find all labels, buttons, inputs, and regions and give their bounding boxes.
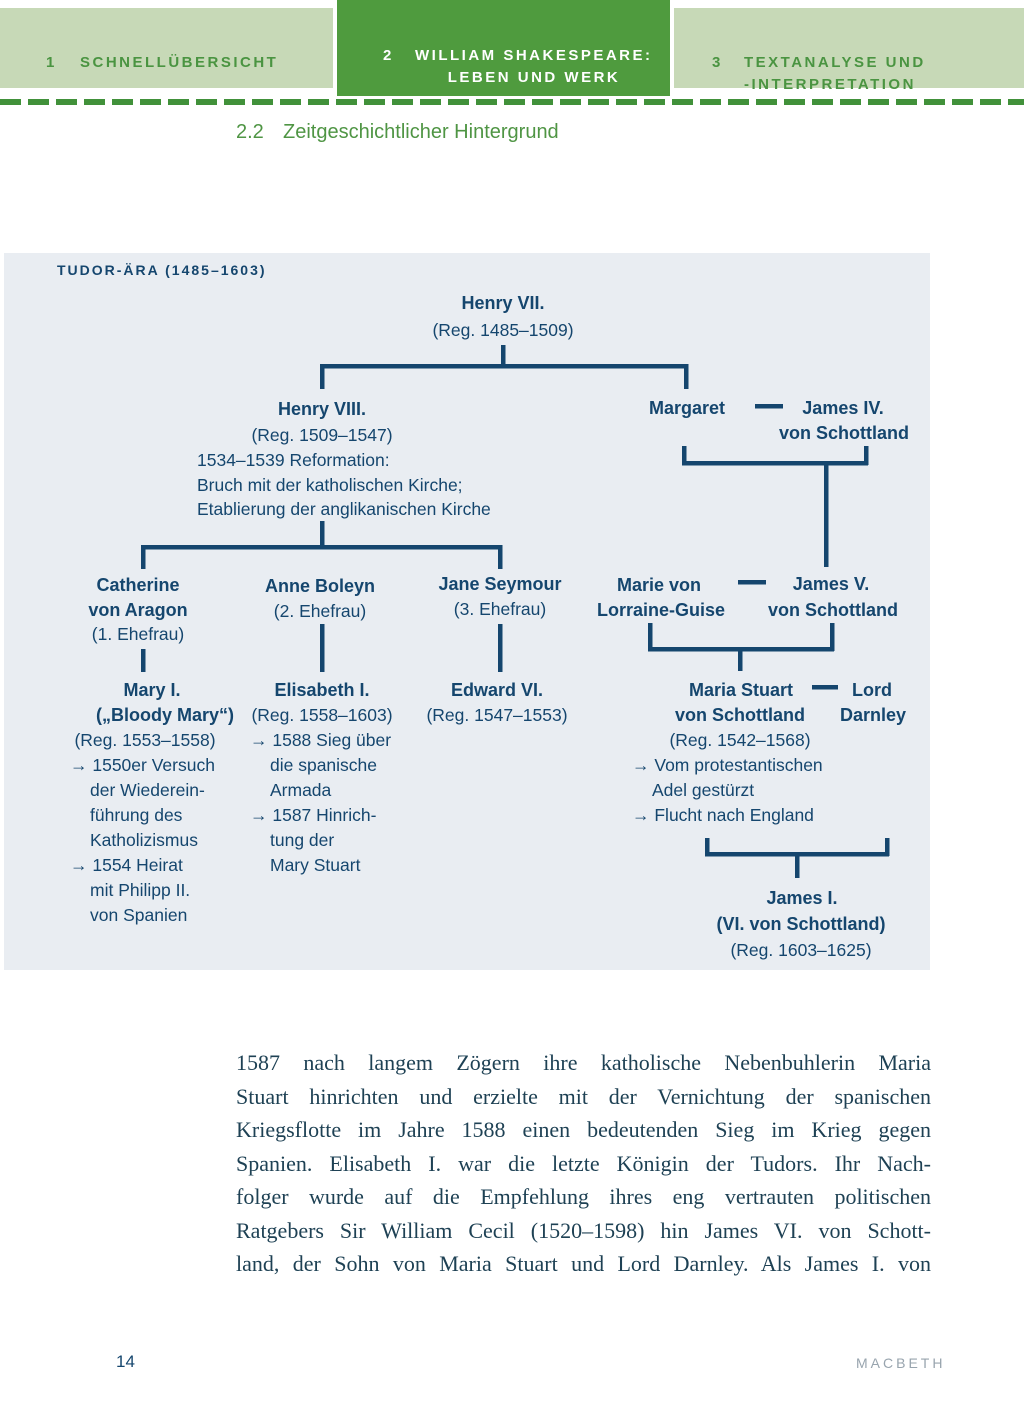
node-mary1-bullet: mit Philipp II.: [90, 880, 191, 900]
node-mary1-bullet: führung des: [90, 805, 183, 825]
node-james4-name2: von Schottland: [779, 423, 909, 443]
node-henry8-note: Etablierung der anglikanischen Kirche: [197, 499, 491, 519]
tab-label-line2: LEBEN UND WERK: [447, 69, 621, 86]
node-henry7-reg: (Reg. 1485–1509): [432, 320, 574, 340]
tab-label-line1: TEXTANALYSE UND: [744, 54, 926, 71]
page-number: 14: [116, 1352, 135, 1371]
node-james1-reg: (Reg. 1603–1625): [730, 940, 872, 960]
node-elisabeth1-bullet: Armada: [270, 780, 332, 800]
node-catherine-name: Catherine: [96, 575, 180, 595]
node-jane-name: Jane Seymour: [438, 574, 562, 594]
node-elisabeth1-reg: (Reg. 1558–1603): [251, 705, 393, 725]
node-elisabeth1-bullet: die spanische: [270, 755, 378, 775]
node-henry8-reg: (Reg. 1509–1547): [251, 425, 393, 445]
node-mary1-name: Mary I.: [123, 680, 181, 700]
node-marie-name: Marie von: [616, 575, 702, 595]
body-line: Spanien. Elisabeth I. war die letzte Königin der Tudors. Ihr Nach-: [236, 1150, 931, 1176]
body-line: folger wurde auf die Empfehlung ihres eng vertrauten politischen: [236, 1184, 931, 1209]
node-james1-name2: (VI. von Schottland): [716, 914, 886, 934]
node-elisabeth1-bullet: → 1587 Hinrich-: [250, 805, 377, 825]
node-james5-name: James V.: [792, 574, 870, 594]
node-darnley-name: Lord: [852, 680, 892, 700]
book-title: MACBETH: [856, 1355, 946, 1371]
node-henry7-name: Henry VII.: [461, 293, 545, 313]
section-title: Zeitgeschichtlicher Hintergrund: [283, 121, 559, 143]
body-line: land, der Sohn von Maria Stuart und Lord Darnley. Als James I. von: [236, 1251, 931, 1276]
tab-textanalyse[interactable]: [674, 8, 1024, 93]
node-henry8-note: 1534–1539 Reformation:: [197, 450, 390, 470]
node-james4-name: James IV.: [802, 398, 884, 418]
tab-label: SCHNELLÜBERSICHT: [80, 54, 279, 71]
tab-number: 1: [46, 54, 57, 71]
tab-label-line1: WILLIAM SHAKESPEARE:: [415, 47, 653, 64]
body-line: Stuart hinrichten und erzielte mit der Vernichtung der spanischen: [236, 1083, 931, 1109]
tab-number: 3: [712, 54, 723, 71]
node-margaret-name: Margaret: [648, 398, 726, 418]
body-line: Ratgebers Sir William Cecil (1520–1598) hin James VI. von Schott-: [236, 1217, 931, 1243]
node-catherine-detail: (1. Ehefrau): [91, 624, 185, 644]
body-line: Kriegsflotte im Jahre 1588 einen bedeutenden Sieg im Krieg gegen: [236, 1117, 931, 1142]
node-mary1-reg: (Reg. 1553–1558): [74, 730, 216, 750]
body-paragraph: [236, 1046, 931, 1281]
node-mariastuart-name: Maria Stuart: [688, 680, 794, 700]
node-anne-detail: (2. Ehefrau): [273, 601, 367, 621]
node-mary1-bullet: der Wiederein-: [90, 780, 205, 800]
section-number: 2.2: [236, 121, 264, 143]
node-henry8-note: Bruch mit der katholischen Kirche;: [197, 475, 463, 495]
node-edward6-reg: (Reg. 1547–1553): [426, 705, 568, 725]
node-henry8-name: Henry VIII.: [277, 399, 367, 419]
node-elisabeth1-bullet: Mary Stuart: [270, 855, 361, 875]
node-catherine-name2: von Aragon: [88, 600, 188, 620]
node-james1-name: James I.: [766, 888, 838, 908]
tab-label-line2: -INTERPRETATION: [744, 76, 916, 93]
node-mary1-bullet: → 1550er Versuch: [70, 755, 215, 775]
node-mariastuart-reg: (Reg. 1542–1568): [669, 730, 811, 750]
node-anne-name: Anne Boleyn: [264, 576, 376, 596]
tab-william-shakespeare[interactable]: [337, 0, 670, 96]
node-elisabeth1-bullet: tung der: [270, 830, 335, 850]
node-mary1-bullet: → 1554 Heirat: [70, 855, 183, 875]
node-darnley-name2: Darnley: [839, 705, 907, 725]
body-line: 1587 nach langem Zögern ihre katholische Nebenbuhlerin Maria: [236, 1050, 931, 1075]
panel-title: TUDOR-ÄRA (1485–1603): [57, 262, 267, 278]
tab-number: 2: [383, 47, 394, 64]
node-jane-detail: (3. Ehefrau): [453, 599, 547, 619]
node-mary1-name2: („Bloody Mary“): [95, 705, 235, 725]
node-mary1-bullet: Katholizismus: [90, 830, 198, 850]
node-mariastuart-bullet: → Vom protestantischen: [632, 755, 823, 775]
node-mariastuart-name2: von Schottland: [675, 705, 805, 725]
node-edward6-name: Edward VI.: [450, 680, 544, 700]
node-mariastuart-bullet: Adel gestürzt: [652, 780, 755, 800]
dashed-divider: [0, 99, 1024, 105]
node-mariastuart-bullet: → Flucht nach England: [632, 805, 814, 825]
node-marie-name2: Lorraine-Guise: [596, 600, 726, 620]
tab-schnelluebersicht[interactable]: [0, 8, 333, 88]
node-elisabeth1-name: Elisabeth I.: [274, 680, 370, 700]
node-elisabeth1-bullet: → 1588 Sieg über: [250, 730, 392, 750]
node-mary1-bullet: von Spanien: [90, 905, 188, 925]
node-james5-name2: von Schottland: [768, 600, 898, 620]
